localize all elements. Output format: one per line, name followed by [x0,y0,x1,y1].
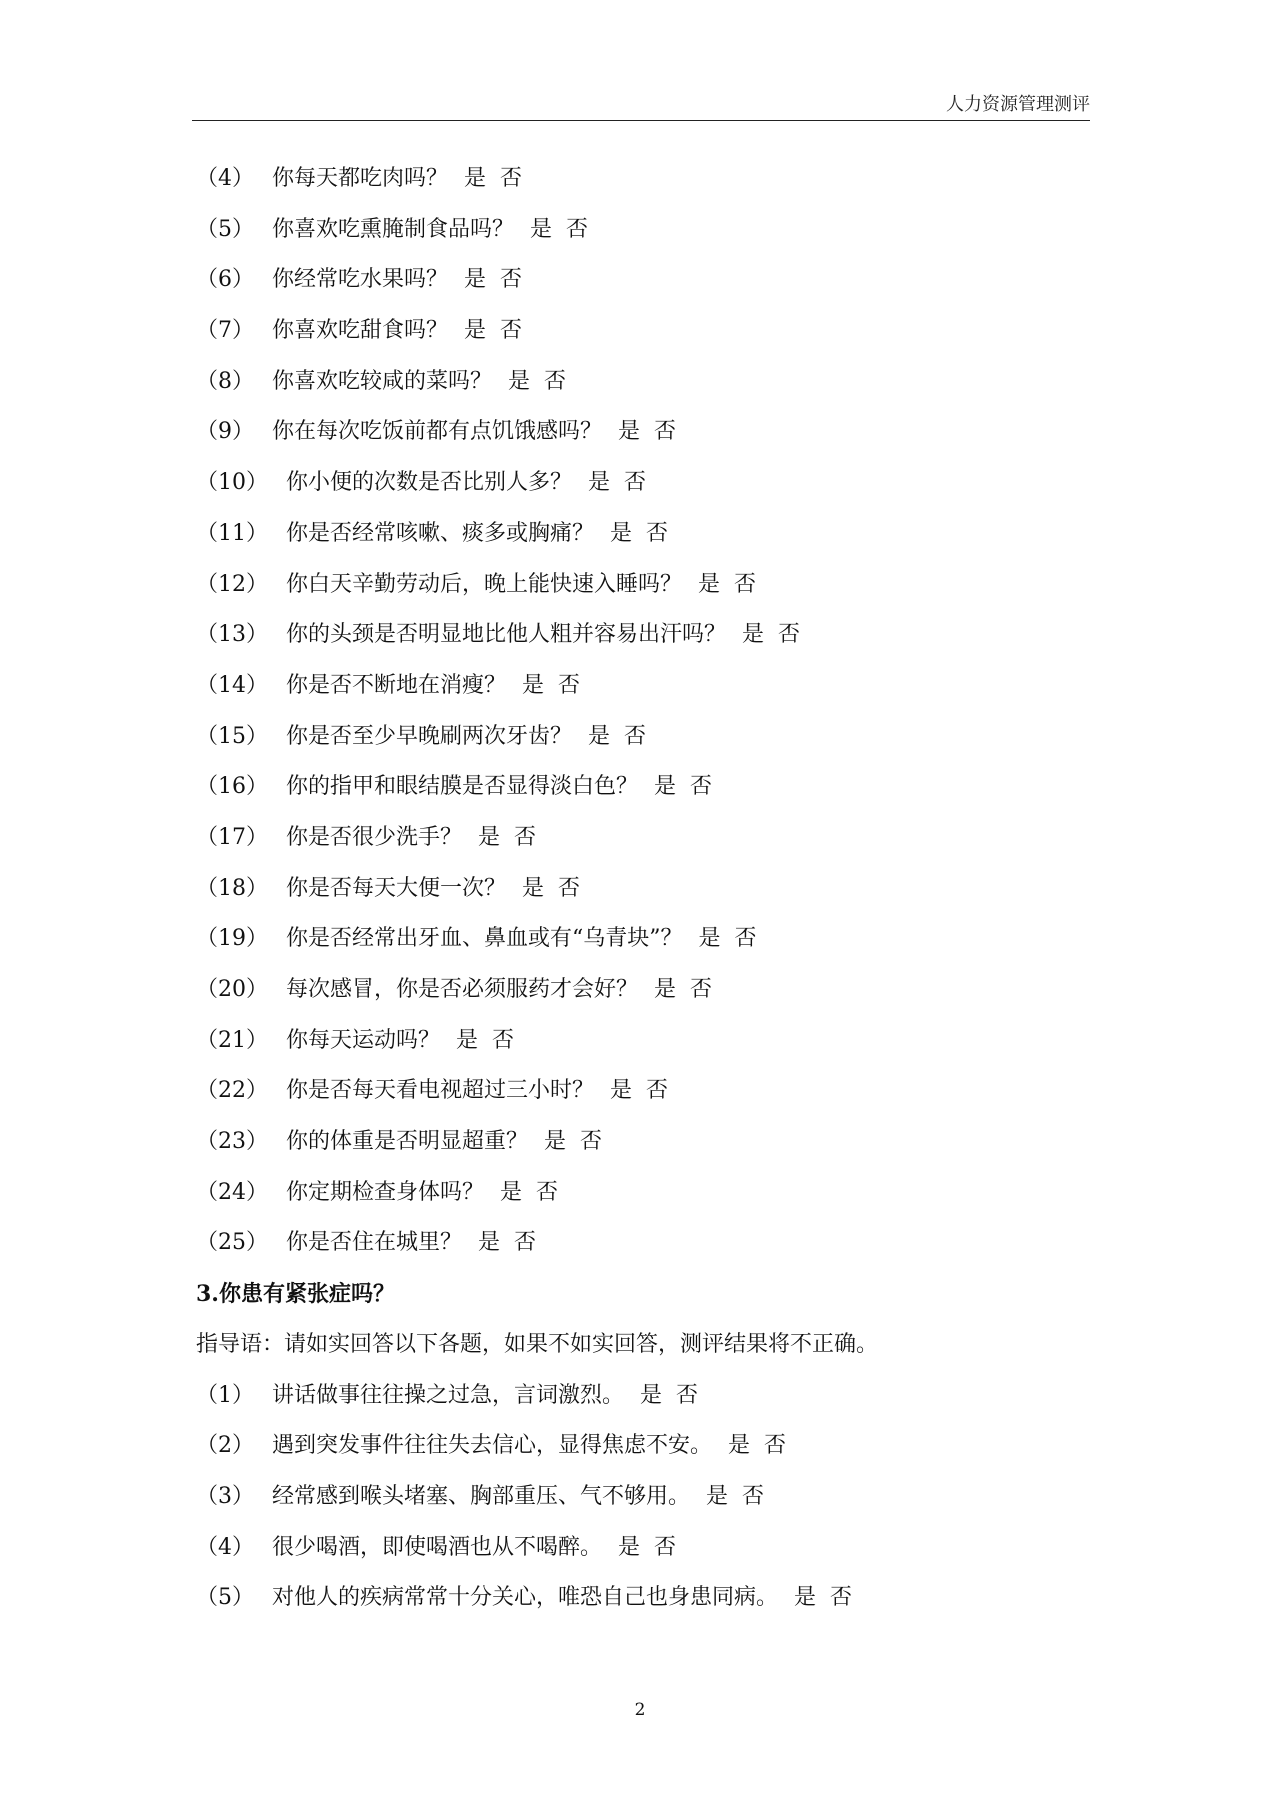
answer-yes: 是 [706,1483,729,1509]
answer-no: 否 [566,216,589,242]
question-text: 你的指甲和眼结膜是否显得淡白色？ [286,774,639,800]
question-text: 对他人的疾病常常十分关心，唯恐自己也身患同病。 [272,1585,779,1611]
answer-no: 否 [492,1027,515,1053]
answer-yes: 是 [654,774,677,800]
answer-no: 否 [558,672,581,698]
question-item [196,160,1096,211]
answer-no: 否 [742,1483,765,1509]
question-text: 你小便的次数是否比别人多？ [286,470,573,496]
question-number: （3） [196,1483,254,1509]
question-number: （21） [196,1027,268,1053]
answer-no: 否 [690,774,713,800]
question-item [196,566,1096,617]
question-item [196,667,1096,718]
question-number: （5） [196,1585,254,1611]
question-number: （17） [196,824,268,850]
question-text: 你在每次吃饭前都有点饥饿感吗？ [272,419,603,445]
question-number: （24） [196,1179,268,1205]
question-item [196,1579,1096,1630]
question-item [196,870,1096,921]
question-item [196,1072,1096,1123]
question-item [196,261,1096,312]
question-item [196,1478,1096,1529]
question-number: （18） [196,875,268,901]
answer-no: 否 [778,622,801,648]
answer-yes: 是 [610,1078,633,1104]
question-item [196,768,1096,819]
question-number: （4） [196,1534,254,1560]
answer-no: 否 [514,1230,537,1256]
question-item [196,312,1096,363]
question-number: （2） [196,1433,254,1459]
question-item [196,920,1096,971]
answer-yes: 是 [478,824,501,850]
answer-no: 否 [734,926,757,952]
answer-no: 否 [558,875,581,901]
answer-no: 否 [646,1078,669,1104]
question-number: （7） [196,318,254,344]
question-number: （19） [196,926,268,952]
answer-no: 否 [536,1179,559,1205]
answer-yes: 是 [698,571,721,597]
question-text: 你是否不断地在消瘦？ [286,672,507,698]
question-text: 你喜欢吃甜食吗？ [272,318,449,344]
question-text: 你是否经常出牙血、鼻血或有“乌青块”？ [286,926,683,952]
instruction-text: 指导语：请如实回答以下各题，如果不如实回答，测评结果将不正确。 [196,1331,879,1357]
answer-yes: 是 [728,1433,751,1459]
answer-no: 否 [624,470,647,496]
question-number: （23） [196,1129,268,1155]
question-item [196,971,1096,1022]
answer-yes: 是 [588,723,611,749]
answer-no: 否 [514,824,537,850]
answer-yes: 是 [654,977,677,1002]
question-text: 你是否每天大便一次？ [286,875,507,901]
answer-yes: 是 [698,926,721,952]
question-item [196,515,1096,566]
question-text: 你是否至少早晚刷两次牙齿？ [286,723,573,749]
page-number: 2 [634,1700,646,1720]
question-text: 你白天辛勤劳动后，晚上能快速入睡吗？ [286,571,683,597]
answer-no: 否 [654,1534,677,1560]
question-number: （20） [196,977,268,1002]
question-number: （13） [196,622,268,648]
question-item [196,1224,1096,1275]
answer-no: 否 [654,419,677,445]
answer-yes: 是 [544,1129,567,1155]
answer-yes: 是 [522,875,545,901]
answer-no: 否 [500,318,523,344]
question-number: （22） [196,1078,268,1104]
answer-no: 否 [734,571,757,597]
question-number: （25） [196,1230,268,1256]
question-item [196,1377,1096,1428]
answer-yes: 是 [618,419,641,445]
answer-yes: 是 [500,1179,523,1205]
question-text: 你的体重是否明显超重？ [286,1129,529,1155]
answer-yes: 是 [794,1585,817,1611]
question-text: 你定期检查身体吗？ [286,1179,485,1205]
question-item [196,211,1096,262]
question-text: 你是否很少洗手？ [286,824,463,850]
answer-yes: 是 [522,672,545,698]
question-text: 你是否住在城里？ [286,1230,463,1256]
answer-no: 否 [690,977,713,1002]
question-number: （1） [196,1382,254,1408]
question-list [196,160,1096,1630]
question-item [196,1529,1096,1580]
answer-yes: 是 [530,216,553,242]
answer-no: 否 [544,368,567,394]
question-item [196,1022,1096,1073]
question-number: （10） [196,470,268,496]
answer-no: 否 [646,520,669,546]
answer-yes: 是 [478,1230,501,1256]
question-text: 你喜欢吃较咸的菜吗？ [272,368,493,394]
answer-yes: 是 [464,166,487,191]
question-text: 遇到突发事件往往失去信心，显得焦虑不安。 [272,1433,713,1459]
question-text: 你是否每天看电视超过三小时？ [286,1078,595,1104]
question-item [196,1174,1096,1225]
question-number: （14） [196,672,268,698]
question-number: （5） [196,216,254,242]
page-header [192,86,1090,121]
answer-no: 否 [764,1433,787,1459]
header-title: 人力资源管理测评 [946,94,1090,115]
question-number: （15） [196,723,268,749]
answer-yes: 是 [610,520,633,546]
answer-yes: 是 [588,470,611,496]
answer-yes: 是 [742,622,765,648]
question-item [196,363,1096,414]
answer-yes: 是 [464,267,487,293]
question-text: 你每天运动吗？ [286,1027,441,1053]
answer-yes: 是 [464,318,487,344]
section-title: 3.你患有紧张症吗？ [196,1281,395,1308]
answer-no: 否 [624,723,647,749]
question-text: 经常感到喉头堵塞、胸部重压、气不够用。 [272,1483,691,1509]
question-item [196,1123,1096,1174]
answer-no: 否 [500,166,523,191]
answer-no: 否 [676,1382,699,1408]
question-number: （6） [196,267,254,293]
question-item [196,819,1096,870]
question-text: 你每天都吃肉吗？ [272,166,449,191]
answer-no: 否 [580,1129,603,1155]
question-number: （12） [196,571,268,597]
answer-yes: 是 [640,1382,663,1408]
question-item [196,616,1096,667]
question-number: （4） [196,166,254,191]
question-text: 你的头颈是否明显地比他人粗并容易出汗吗？ [286,622,727,648]
question-number: （8） [196,368,254,394]
answer-yes: 是 [456,1027,479,1053]
question-text: 讲话做事往往操之过急，言词激烈。 [272,1382,625,1408]
question-text: 很少喝酒，即使喝酒也从不喝醉。 [272,1534,603,1560]
question-text: 每次感冒，你是否必须服药才会好？ [286,977,639,1002]
question-item [196,718,1096,769]
answer-no: 否 [830,1585,853,1611]
question-item [196,413,1096,464]
question-text: 你经常吃水果吗？ [272,267,449,293]
question-number: （11） [196,520,268,546]
question-text: 你喜欢吃熏腌制食品吗？ [272,216,515,242]
question-text: 你是否经常咳嗽、痰多或胸痛？ [286,520,595,546]
answer-no: 否 [500,267,523,293]
answer-yes: 是 [618,1534,641,1560]
question-number: （9） [196,419,254,445]
question-item [196,464,1096,515]
question-item [196,1427,1096,1478]
question-number: （16） [196,774,268,800]
answer-yes: 是 [508,368,531,394]
